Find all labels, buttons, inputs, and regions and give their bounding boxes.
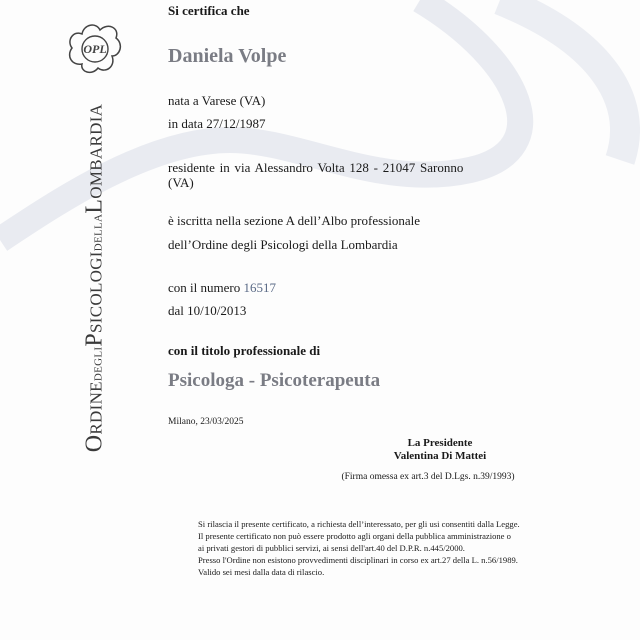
footer-line: Presso l'Ordine non esistono provvedimenti disciplinari in corso ex art.27 della L. n.56/1989. [198,555,518,565]
professional-title: Psicologa - Psicoterapeuta [168,370,381,391]
section-line-1: è iscritta nella sezione A dell’Albo professionale [168,213,420,228]
footer-line: Si rilascia il presente certificato, a richiesta dell’interessato, per gli usi consentiti dalla Legge. [198,519,520,529]
registration-number: 16517 [243,280,276,295]
logo [62,18,126,78]
intro-text: Si certifica che [168,3,250,18]
registration-number-line: con il numero 16517 [168,280,276,295]
residence-line-1: residente in via Alessandro Volta 128 - 21047 Saronno [168,160,464,175]
title-label: con il titolo professionale di [168,343,321,358]
organization-name-vertical: ORDINEDEGLIPSICOLOGIDELLALOMBARDIA [81,103,108,453]
place-date: Milano, 23/03/2025 [168,417,244,427]
footer-line: ai privati gestori di pubblici servizi, ai sensi dell'art.40 del D.P.R. n.445/2000. [198,543,465,553]
registration-date-line: dal 10/10/2013 [168,303,247,318]
residence-line-2: (VA) [168,175,194,190]
signer-name: Valentina Di Mattei [393,450,487,462]
registration-date: 10/10/2013 [187,303,247,318]
birth-place: nata a Varese (VA) [168,93,266,108]
svg-text:OPL: OPL [83,42,107,56]
footer-line: Il presente certificato non può essere prodotto agli organi della pubblica amministrazione o [198,531,511,541]
section-line-2: dell’Ordine degli Psicologi della Lombardia [168,237,398,252]
signature-note: (Firma omessa ex art.3 del D.Lgs. n.39/1993) [341,472,515,482]
opl-logo-icon [62,18,126,78]
holder-name: Daniela Volpe [168,45,287,67]
signer-role: La Presidente [407,437,473,449]
footer-line: Valido sei mesi dalla data di rilascio. [198,567,325,577]
birth-date: 27/12/1987 [206,116,266,131]
birth-date-line: in data 27/12/1987 [168,116,266,131]
